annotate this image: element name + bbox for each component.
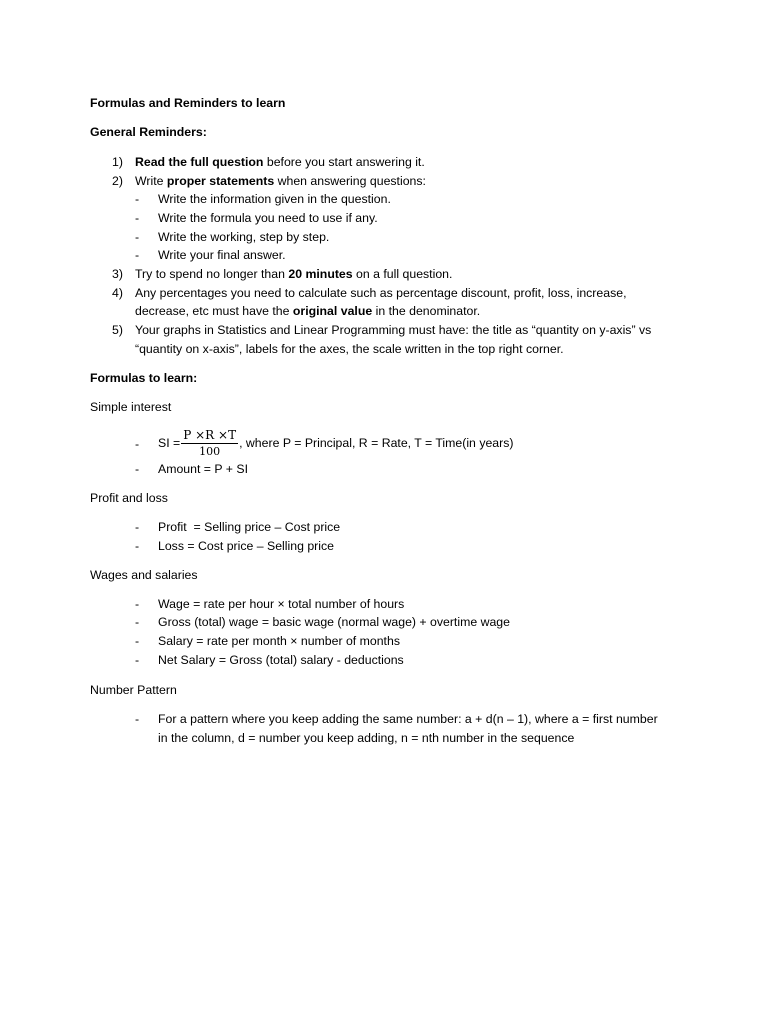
write-step-text: Write the information given in the question.	[158, 192, 391, 206]
dash-bullet: -	[135, 462, 140, 476]
bold-phrase: Read the full question	[135, 155, 264, 169]
dash-bullet: -	[135, 712, 140, 726]
reminder-text-line1: Any percentages you need to calculate such as percentage discount, profit, loss, increase,	[135, 286, 627, 300]
si-formula	[158, 426, 513, 460]
fraction-numerator: P ×R ×T	[183, 427, 237, 442]
reminder-text-line1: Your graphs in Statistics and Linear Programming must have: the title as “quantity on y-axis” vs	[135, 323, 652, 337]
document-title: Formulas and Reminders to learn	[90, 96, 286, 110]
section-heading-number-pattern: Number Pattern	[90, 683, 177, 697]
wage-formula: Wage = rate per hour × total number of hours	[158, 597, 405, 611]
dash-bullet: -	[135, 520, 140, 534]
write-step-text: Write the working, step by step.	[158, 230, 330, 244]
text-phrase: Try to spend no longer than	[135, 267, 289, 281]
number-pattern-line2: in the column, d = number you keep adding, n = nth number in the sequence	[158, 731, 575, 745]
reminder-number: 3)	[112, 267, 123, 281]
si-suffix: , where P = Principal, R = Rate, T = Time(in years)	[239, 436, 514, 450]
dash-bullet: -	[135, 653, 140, 667]
write-step-text: Write the formula you need to use if any.	[158, 211, 378, 225]
number-pattern-line1: For a pattern where you keep adding the same number: a + d(n – 1), where a = first number	[158, 712, 658, 726]
write-step-text: Write your final answer.	[158, 248, 286, 262]
bold-phrase: 20 minutes	[288, 267, 353, 281]
si-fraction	[181, 429, 238, 458]
dash-bullet: -	[135, 230, 140, 244]
dash-bullet: -	[135, 634, 140, 648]
dash-bullet: -	[135, 248, 140, 262]
section-heading-wages: Wages and salaries	[90, 568, 198, 582]
reminder-text	[135, 266, 452, 282]
text-phrase: before you start answering it.	[263, 155, 425, 169]
reminder-number: 5)	[112, 323, 123, 337]
text-phrase: in the denominator.	[372, 304, 481, 318]
general-reminders-heading: General Reminders:	[90, 125, 207, 139]
bold-phrase: proper statements	[166, 174, 275, 188]
reminder-number: 1)	[112, 155, 123, 169]
text-phrase: decrease, etc must have the	[135, 304, 293, 318]
fraction-denominator: 100	[199, 444, 221, 458]
dash-bullet: -	[135, 539, 140, 553]
reminder-4-line2	[135, 303, 480, 319]
reminder-text	[135, 173, 426, 189]
dash-bullet: -	[135, 597, 140, 611]
profit-formula: Profit = Selling price – Cost price	[158, 520, 341, 534]
loss-formula: Loss = Cost price – Selling price	[158, 539, 334, 553]
text-phrase: when answering questions:	[274, 174, 426, 188]
salary-formula: Salary = rate per month × number of months	[158, 634, 400, 648]
reminder-5-line2: “quantity on x-axis”, labels for the axes, the scale written in the top right corner.	[135, 342, 564, 356]
section-heading-simple-interest: Simple interest	[90, 400, 172, 414]
net-salary-formula: Net Salary = Gross (total) salary - deductions	[158, 653, 404, 667]
dash-bullet: -	[135, 615, 140, 629]
gross-wage-formula: Gross (total) wage = basic wage (normal wage) + overtime wage	[158, 615, 510, 629]
bold-phrase: original value	[292, 304, 373, 318]
formulas-heading: Formulas to learn:	[90, 371, 198, 385]
section-heading-profit-loss: Profit and loss	[90, 491, 168, 505]
dash-bullet: -	[135, 437, 140, 451]
text-phrase: on a full question.	[352, 267, 453, 281]
amount-formula: Amount = P + SI	[158, 462, 249, 476]
si-prefix: SI =	[158, 436, 181, 450]
reminder-text	[135, 154, 425, 170]
si-formula-row	[0, 426, 768, 460]
text-phrase: Write	[135, 174, 167, 188]
reminder-number: 4)	[112, 286, 123, 300]
dash-bullet: -	[135, 211, 140, 225]
reminder-number: 2)	[112, 174, 123, 188]
dash-bullet: -	[135, 192, 140, 206]
